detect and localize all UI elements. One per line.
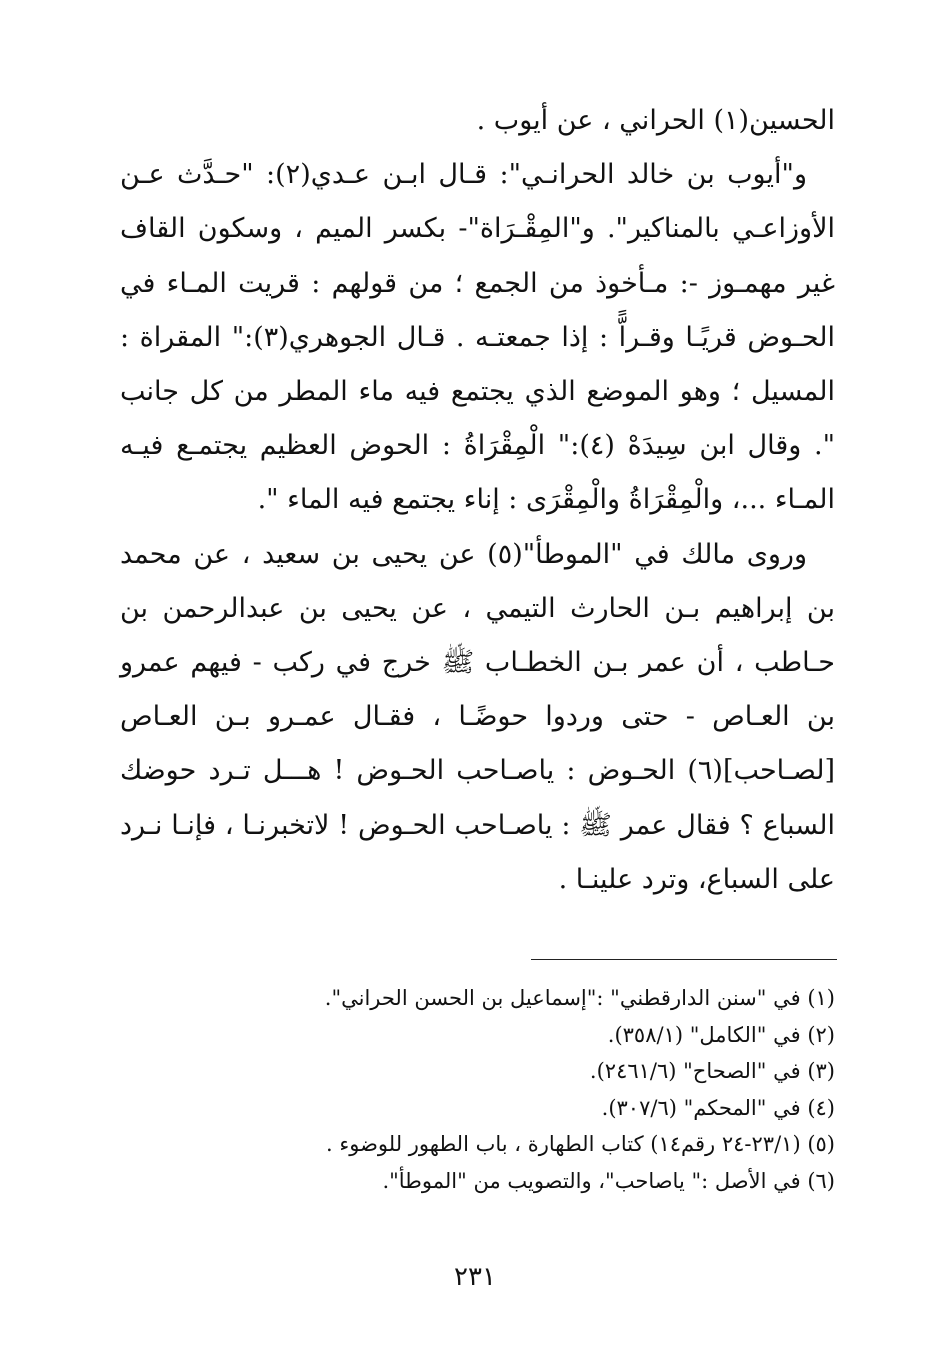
footnote-3: (٣) في "الصحاح" (٢٤٦١/٦).: [589, 1059, 835, 1083]
paragraph-3: وروى مالك في "الموطأ"(٥) عن يحيى بن سعيد ، عن محمد بن إبراهيم بـن الحارث التيمي ، عن يحيى بن عبدالرحمن بن حـاطب ، أن عمر بـن الخطـاب ﷺ خرج في ركب - فيهم عمرو بن العـاص - حتى وردوا حوضًـا ، فقـال عمـرو بـن العـاص [لصـاحب](٦) الحـوض : ياصـاحب الحـوض ! هـــل تـرد حوضك السباع ؟ فقال عمر ﷺ : ياصـاحب الحـوض ! لاتخبرنـا ، فإنـا نـرد على السباع، وترد علينـا .: [120, 538, 835, 895]
paragraph-2: و"أيوب بن خالد الحرانـي": قـال ابـن عـدي(٢): "حـدَّث عـن الأوزاعـي بالمناكير". و"المِقْـرَاة"- بكسر الميم ، وسكون القاف غير مهمـوز -: مـأخوذ من الجمع ؛ من قولهم : قريت المـاء في الحـوض قريًـا وقـراًّ : إذا جمعتـه . قـال الجوهري(٣):" المقراة : المسيل ؛ وهو الموضع الذي يجتمع فيه ماء المطر من كل جانب ". وقال ابن سِيدَهْ (٤):" الْمِقْرَاةُ : الحوض العظيم يجتمـع فيـه المـاء ...، والْمِقْرَاةُ والْمِقْرَى : إناء يجتمع فيه الماء ".: [120, 159, 836, 516]
footnotes: [280, 980, 835, 1199]
footnote-6: (٦) في الأصل :" ياصاحب"، والتصويب من "الموطأ".: [382, 1168, 835, 1193]
page-number: ٢٣١: [454, 1262, 496, 1292]
footnote-5: (٥) (٢٣/١-٢٤ رقم١٤) كتاب الطهارة ، باب الطهور للوضوء .: [326, 1132, 835, 1156]
footnote-separator: [531, 959, 837, 960]
footnote-4: (٤) في "المحكم" (٣٠٧/٦).: [601, 1095, 835, 1120]
paragraph-1: الحسين(١) الحراني ، عن أيوب .: [476, 105, 835, 136]
main-text: [120, 94, 835, 907]
footnote-2: (٢) في "الكامل" (٣٥٨/١).: [607, 1022, 835, 1047]
footnote-1: (١) في "سنن الدارقطني" :"إسماعيل بن الحسن الحراني".: [324, 986, 835, 1010]
